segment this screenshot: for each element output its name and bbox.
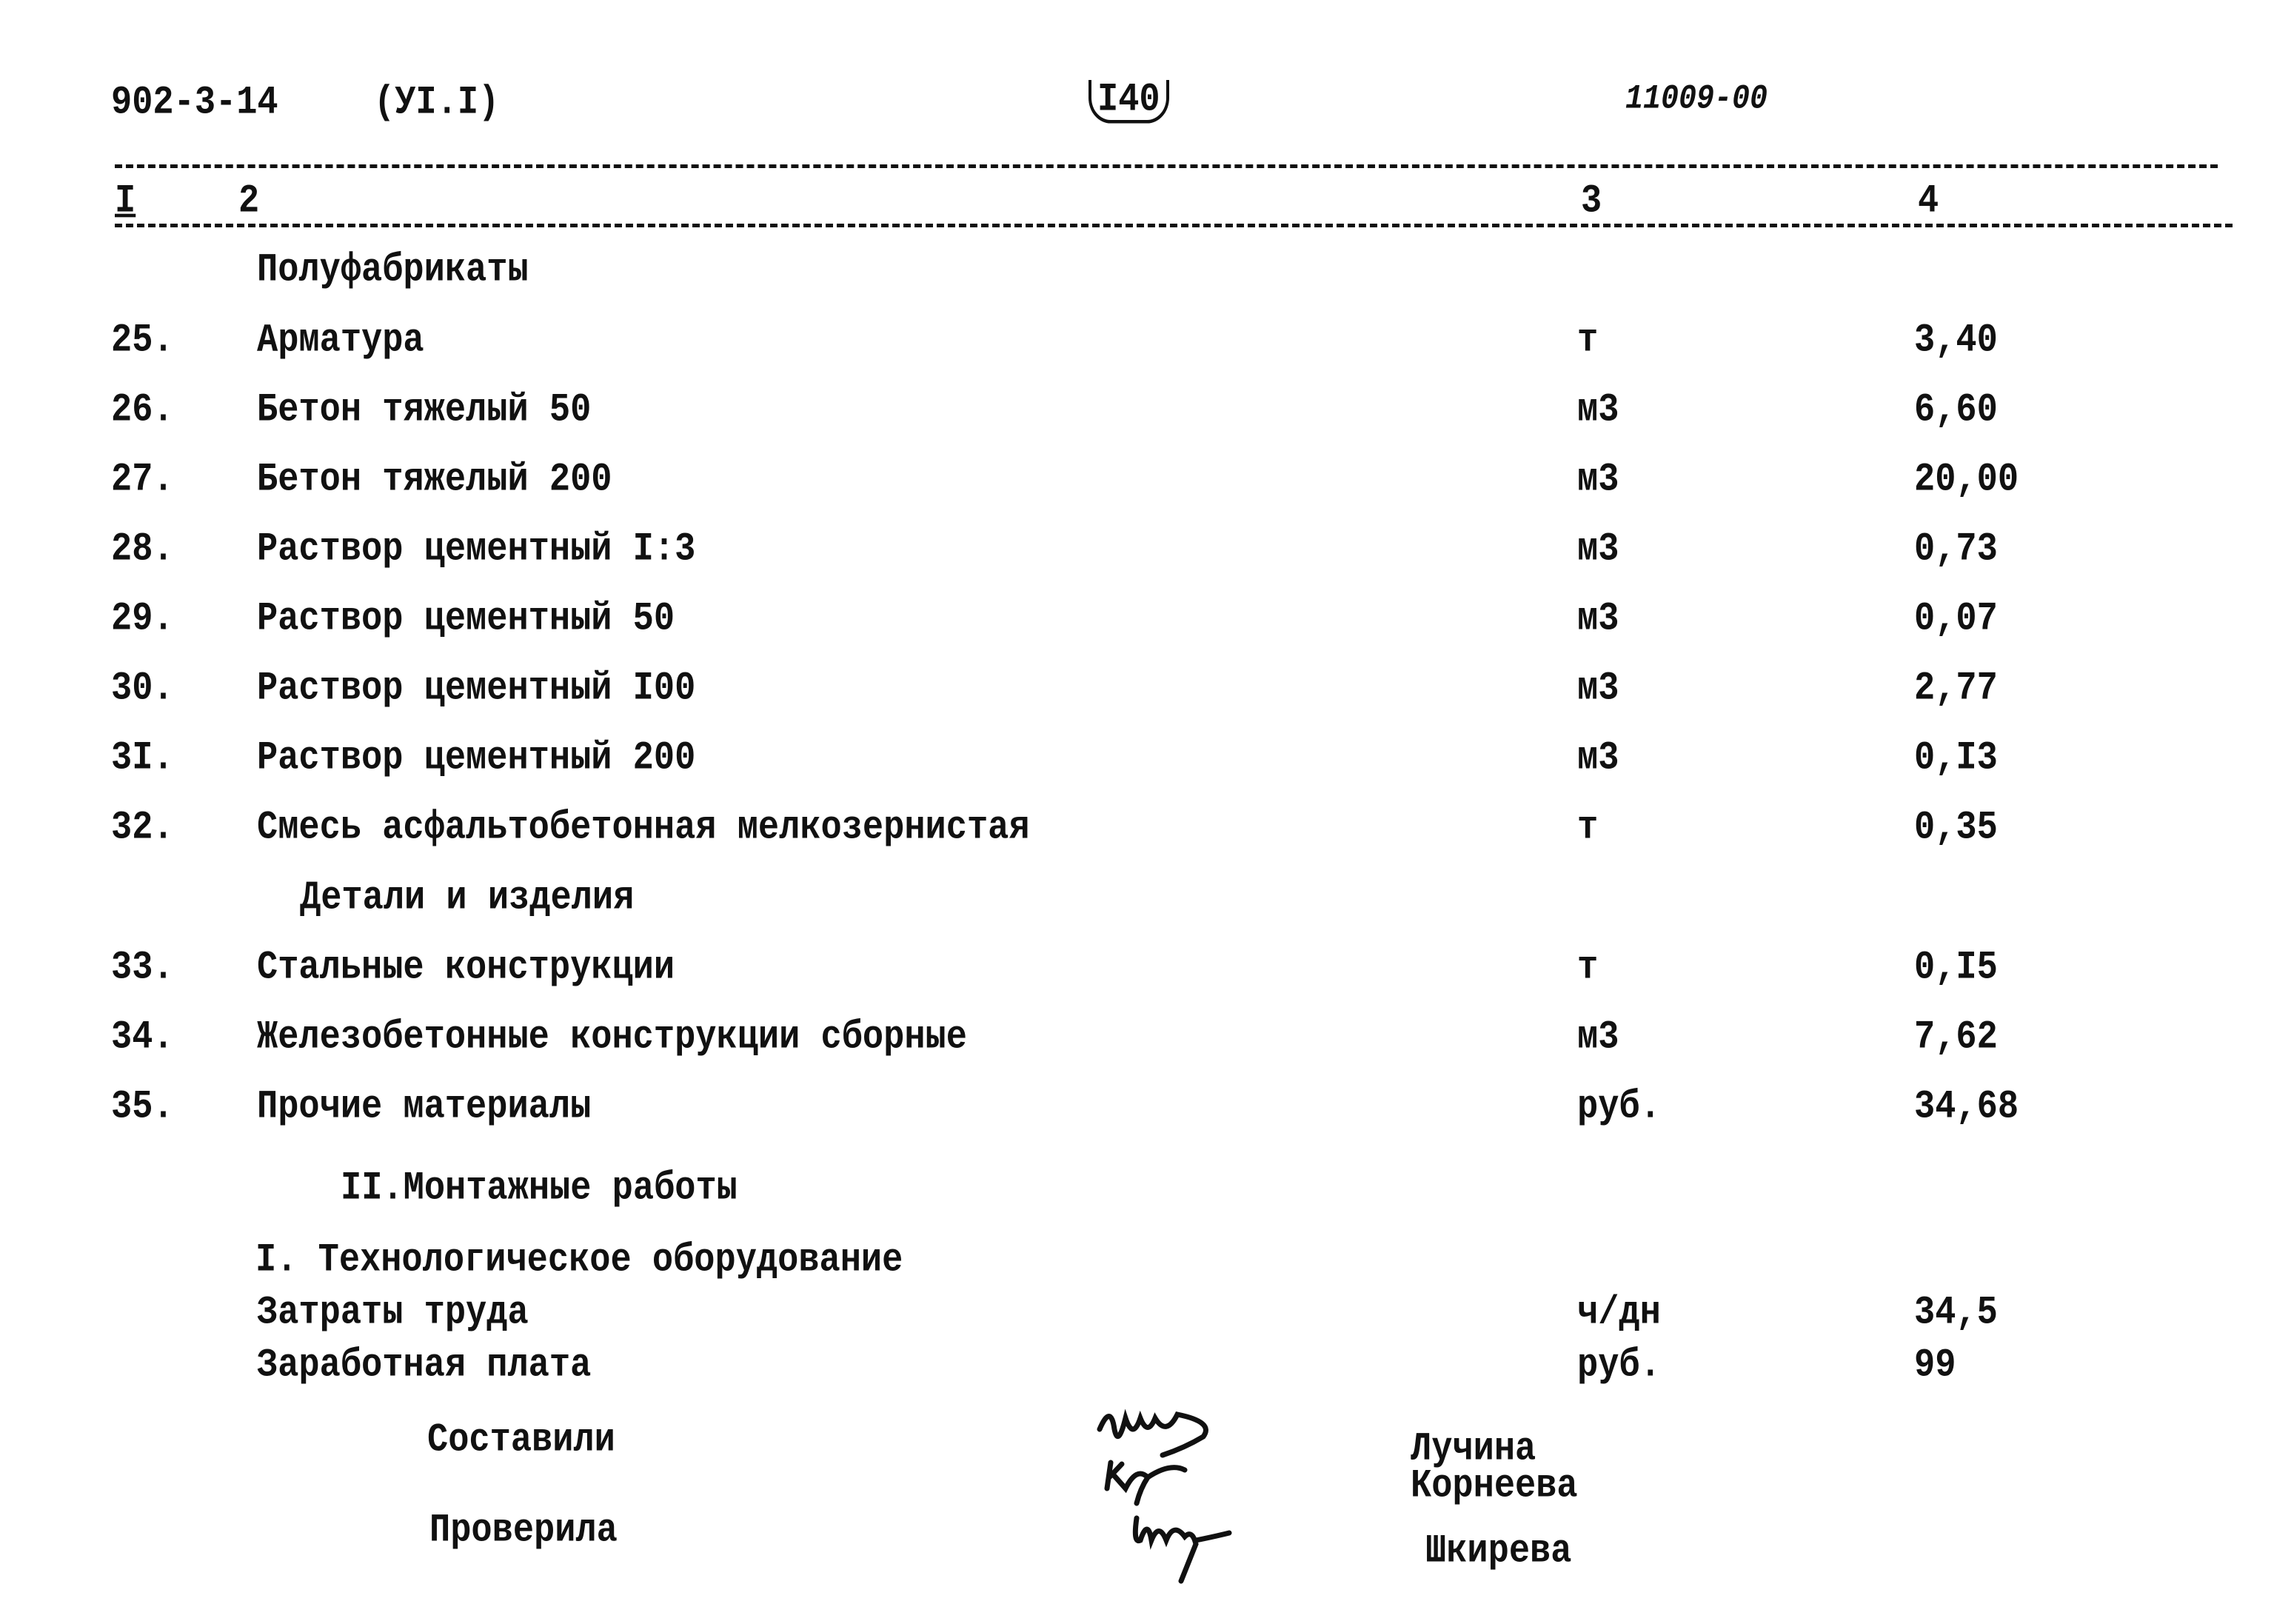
quantity: 6,60 xyxy=(1914,387,1998,433)
unit: м3 xyxy=(1577,527,1619,572)
item-name: Раствор цементный I00 xyxy=(257,666,696,712)
quantity: 0,35 xyxy=(1914,805,1998,851)
row-number: 27. xyxy=(111,457,174,503)
item-name: Раствор цементный 50 xyxy=(257,596,675,642)
quantity: 99 xyxy=(1914,1343,1956,1389)
unit: м3 xyxy=(1577,387,1619,433)
row-number: 26. xyxy=(111,387,174,433)
quantity: 20,00 xyxy=(1914,457,2019,503)
unit: ч/дн xyxy=(1577,1290,1661,1336)
item-name: Смесь асфальтобетонная мелкозернистая xyxy=(257,805,1030,851)
volume: (УI.I) xyxy=(374,80,500,126)
unit: м3 xyxy=(1577,666,1619,712)
quantity: 0,I3 xyxy=(1914,735,1998,781)
col-header-2: 2 xyxy=(238,178,260,224)
section-installation: II.Монтажные работы xyxy=(341,1166,738,1212)
signer-name-2: Корнеева xyxy=(1411,1463,1578,1509)
signer-name-3: Шкирева xyxy=(1425,1528,1572,1574)
item-name: Бетон тяжелый 200 xyxy=(257,457,612,503)
row-number: 33. xyxy=(111,945,174,991)
quantity: 0,73 xyxy=(1914,527,1998,572)
row-number: 35. xyxy=(111,1084,174,1130)
unit: т xyxy=(1577,945,1599,991)
item-name: Заработная плата xyxy=(257,1343,592,1389)
item-name: Затраты труда xyxy=(257,1290,529,1336)
section-semi-finished: Полуфабрикаты xyxy=(257,247,529,293)
item-name: Прочие материалы xyxy=(257,1084,592,1130)
row-number: 34. xyxy=(111,1015,174,1060)
item-name: Раствор цементный I:3 xyxy=(257,527,696,572)
section-equipment: I. Технологическое оборудование xyxy=(255,1237,903,1283)
unit: руб. xyxy=(1577,1084,1661,1130)
row-number: 3I. xyxy=(111,735,174,781)
item-name: Бетон тяжелый 50 xyxy=(257,387,592,433)
divider-top xyxy=(115,164,2218,168)
inventory-number: 11009-00 xyxy=(1625,80,1768,119)
col-header-1: I xyxy=(115,178,136,224)
item-name: Железобетонные конструкции сборные xyxy=(257,1015,967,1060)
quantity: 3,40 xyxy=(1914,318,1998,364)
doc-number: 902-3-14 xyxy=(111,80,278,126)
unit: м3 xyxy=(1577,1015,1619,1060)
quantity: 34,68 xyxy=(1914,1084,2019,1130)
quantity: 2,77 xyxy=(1914,666,1998,712)
row-number: 28. xyxy=(111,527,174,572)
unit: руб. xyxy=(1577,1343,1661,1389)
page-number: I40 xyxy=(1088,80,1169,124)
divider-header xyxy=(115,224,2233,227)
unit: т xyxy=(1577,318,1599,364)
checked-label: Проверила xyxy=(429,1508,618,1554)
row-number: 25. xyxy=(111,318,174,364)
quantity: 0,I5 xyxy=(1914,945,1998,991)
unit: т xyxy=(1577,805,1599,851)
quantity: 0,07 xyxy=(1914,596,1998,642)
section-parts: Детали и изделия xyxy=(300,875,635,921)
row-number: 29. xyxy=(111,596,174,642)
item-name: Раствор цементный 200 xyxy=(257,735,696,781)
row-number: 30. xyxy=(111,666,174,712)
signer-name-1: Лучина xyxy=(1411,1426,1536,1472)
item-name: Стальные конструкции xyxy=(257,945,675,991)
quantity: 34,5 xyxy=(1914,1290,1998,1336)
unit: м3 xyxy=(1577,735,1619,781)
compiled-label: Составили xyxy=(427,1417,615,1463)
col-header-4: 4 xyxy=(1918,178,1939,224)
handwritten-signatures xyxy=(1066,1396,1333,1603)
item-name: Арматура xyxy=(257,318,424,364)
unit: м3 xyxy=(1577,596,1619,642)
row-number: 32. xyxy=(111,805,174,851)
quantity: 7,62 xyxy=(1914,1015,1998,1060)
unit: м3 xyxy=(1577,457,1619,503)
col-header-3: 3 xyxy=(1581,178,1602,224)
